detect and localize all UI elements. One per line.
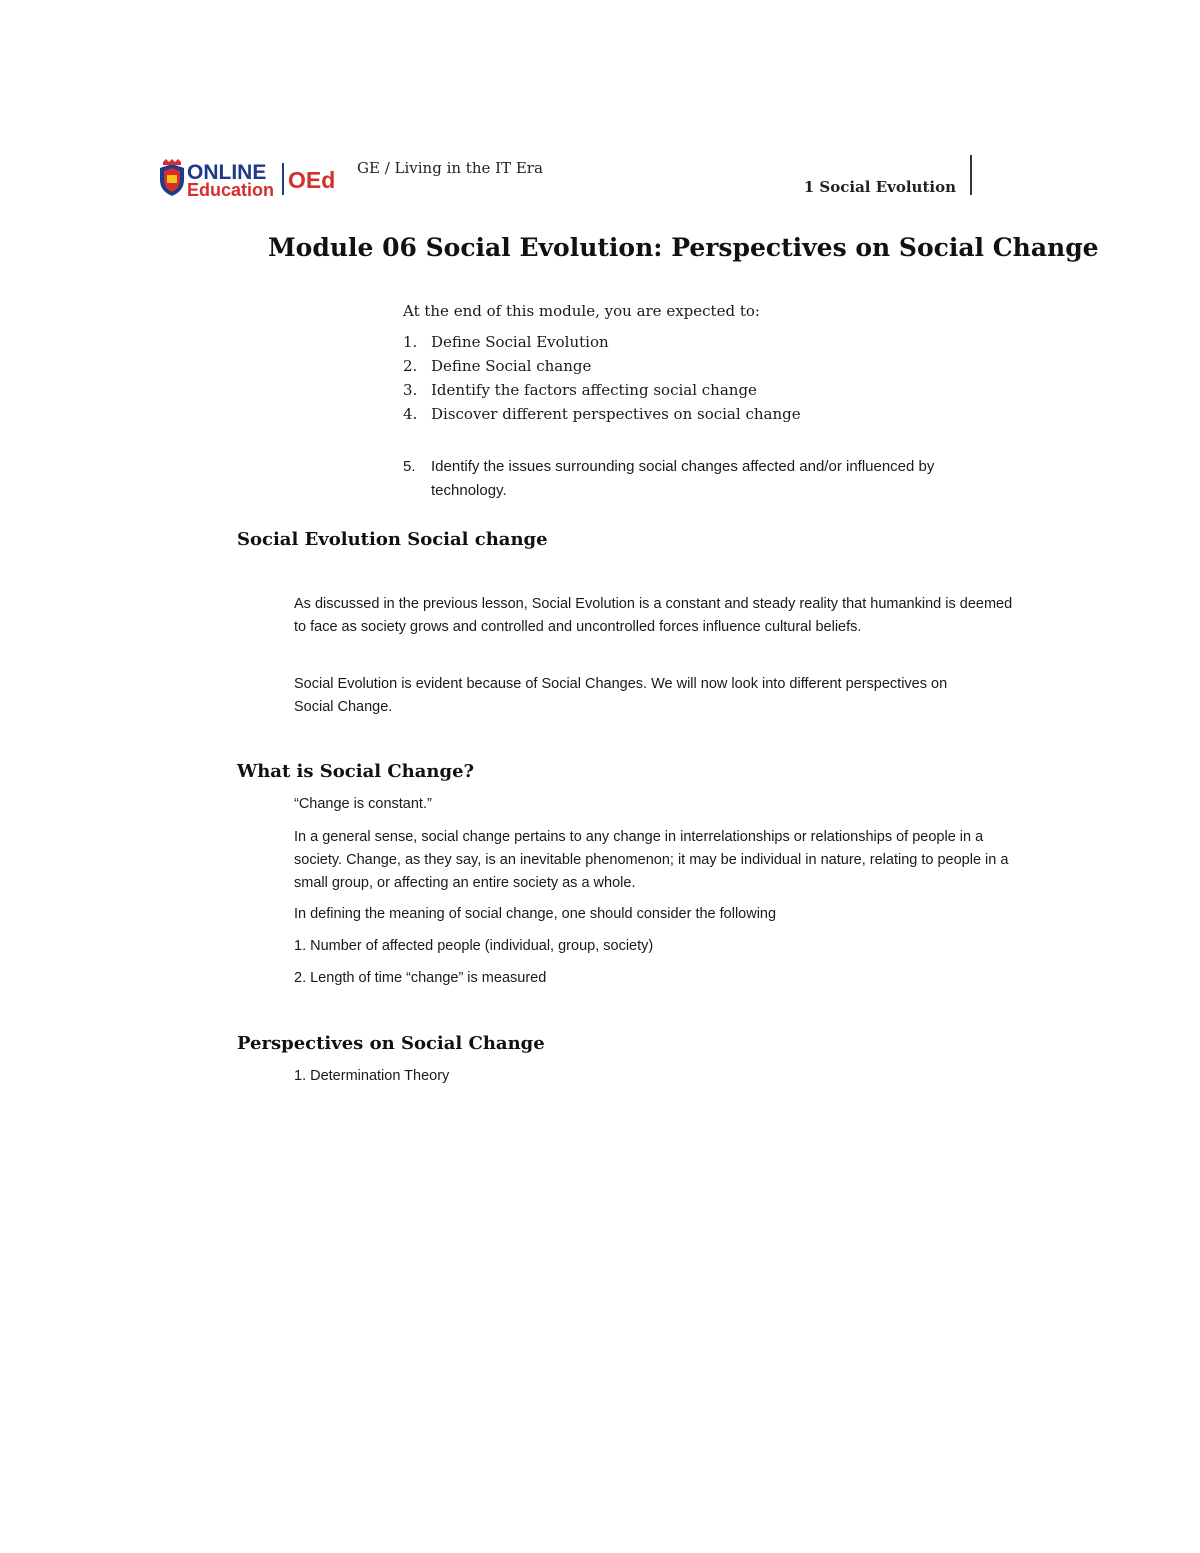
objective-number: 5. [403,458,416,475]
objective-text: Define Social change [431,357,592,375]
course-label: GE / Living in the IT Era [357,159,543,177]
objective-item [403,333,609,351]
objectives-intro: At the end of this module, you are expected to: [403,302,760,320]
objective-text: Define Social Evolution [431,333,609,351]
objective-item [403,455,1013,503]
objective-number: 4. [403,405,418,423]
objective-text: Identify the issues surrounding social changes affected and/or influenced by technology. [431,458,935,499]
section-heading-what-is-social-change: What is Social Change? [237,761,475,782]
paragraph: In a general sense, social change pertains to any change in interrelationships or relationships of people in a society. Change, as they say, is an inevitable phenomenon; it may be individual in nature, relating to people in a small group, or affecting an entire society as a whole. [294,829,1009,891]
paragraph: Social Evolution is evident because of Social Changes. We will now look into different perspectives on Social Change. [294,676,948,715]
list-item: 1. Determination Theory [294,1068,450,1084]
list-item: 2. Length of time “change” is measured [294,970,547,986]
objective-item [403,357,591,375]
oed-logo [158,158,358,198]
section-heading-social-evolution: Social Evolution Social change [237,529,548,550]
objective-number: 3. [403,381,418,399]
logo-line2: Education [187,180,275,198]
objective-text: Discover different perspectives on social change [431,405,801,423]
objective-text: Identify the factors affecting social change [431,381,757,399]
crest-icon [160,159,184,196]
header-divider [970,155,972,195]
objective-number: 2. [403,357,418,375]
objective-item [403,405,801,423]
logo-line1: ONLINE [187,161,267,184]
paragraph-lead: In defining the meaning of social change, one should consider the following [294,906,777,922]
objective-item [403,381,757,399]
section-heading-perspectives: Perspectives on Social Change [237,1033,545,1054]
paragraph: As discussed in the previous lesson, Social Evolution is a constant and steady reality that humankind is deemed to face as society grows and controlled and uncontrolled forces influence cultural beliefs. [294,596,1013,635]
page-title: Module 06 Social Evolution: Perspectives on Social Change [268,233,1099,262]
header-page-label: 1 Social Evolution [803,178,956,196]
objective-number: 1. [403,333,418,351]
quote: “Change is constant.” [294,796,432,812]
list-item: 1. Number of affected people (individual, group, society) [294,938,654,954]
logo-mark: OEd [288,167,336,193]
